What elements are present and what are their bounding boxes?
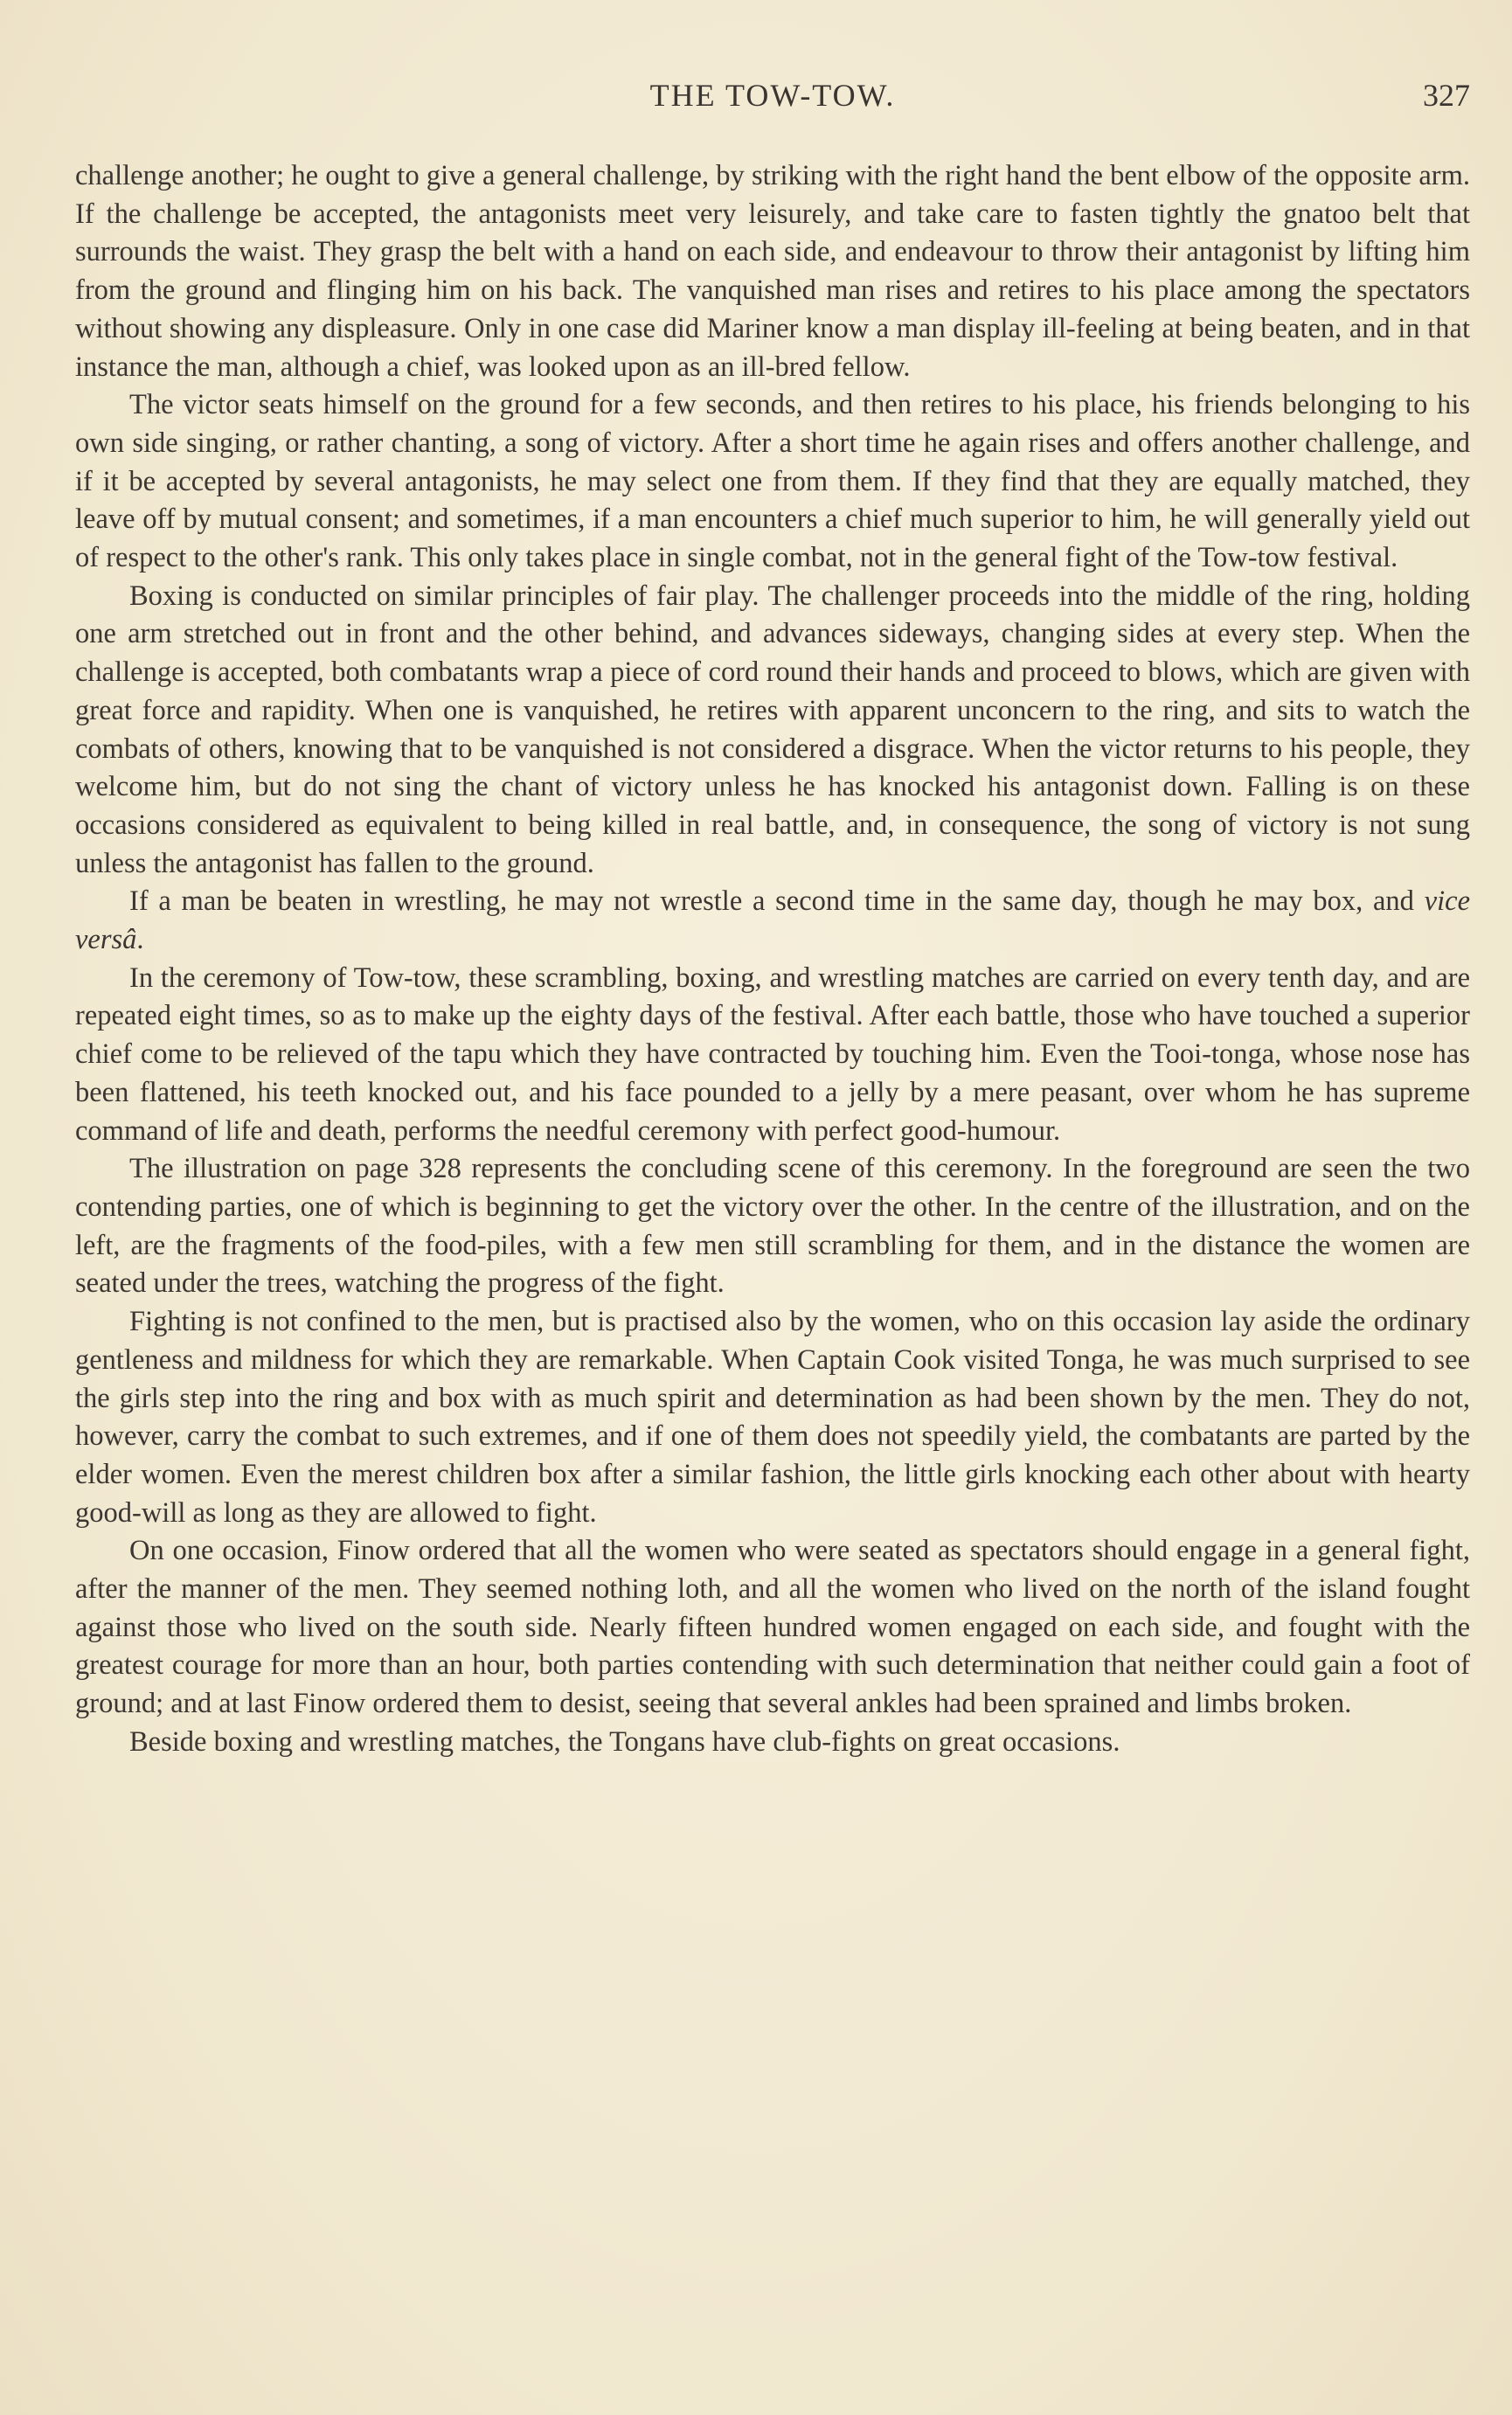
paragraph-4 <box>75 883 1470 959</box>
paragraph-6: The illustration on page 328 represents the concluding scene of this ceremony. In the foreground are seen the two contending parties, one of which is beginning to get the victory over the other. In the centre of the illustration, and on the left, are the fragments of the food-piles, with a few men still scrambling for them, and in the distance the women are seated under the trees, watching the progress of the fight. <box>75 1153 1470 1300</box>
paragraph-2: The victor seats himself on the ground for a few seconds, and then retires to his place, his friends belonging to his own side singing, or rather chanting, a song of victory. After a short time he again rises and offers another challenge, and if it be accepted by several antagonists, he may select one from them. If they find that they are equally matched, they leave off by mutual consent; and sometimes, if a man encounters a chief much superior to him, he will generally yield out of respect to the other's rank. This only takes place in single combat, not in the general fight of the Tow-tow festival. <box>75 389 1470 574</box>
page-number: 327 <box>1423 78 1470 113</box>
running-title: THE TOW-TOW. <box>649 78 896 113</box>
paragraph-4-end: . <box>136 924 144 956</box>
paragraph-3: Boxing is conducted on similar principles of fair play. The challenger proceeds into the middle of the ring, holding one arm stretched out in front and the other behind, and advances sideways, changing sides at every step. When the challenge is accepted, both combatants wrap a piece of cord round their hands and proceed to blows, which are given with great force and rapidity. When one is vanquished, he retires with apparent unconcern to the ring, and sits to watch the combats of others, knowing that to be vanquished is not considered a disgrace. When the victor returns to his people, they welcome him, but do not sing the chant of victory unless he has knocked his antagonist down. Falling is on these occasions considered as equivalent to being killed in real battle, and, in consequence, the song of victory is not sung unless the antagonist has fallen to the ground. <box>75 579 1470 879</box>
paragraph-5: In the ceremony of Tow-tow, these scrambling, boxing, and wrestling matches are carried on every tenth day, and are repeated eight times, so as to make up the eighty days of the festival. After each battle, those who have touched a superior chief come to be relieved of the tapu which they have contracted by touching him. Even the Tooi-tonga, whose nose has been flattened, his teeth knocked out, and his face pounded to a jelly by a mere peasant, over whom he has supreme command of life and death, performs the needful ceremony with perfect good-humour. <box>75 961 1470 1147</box>
paragraph-4-text: If a man be beaten in wrestling, he may not wrestle a second time in the same day, though he may box, and <box>129 885 1414 918</box>
paragraph-7: Fighting is not confined to the men, but is practised also by the women, who on this occasion lay aside the ordinary gentleness and mildness for which they are remarkable. When Captain Cook visited Tonga, he was much surprised to see the girls step into the ring and box with as much spirit and determination as had been shown by the men. They do not, however, carry the combat to such extremes, and if one of them does not speedily yield, the combatants are parted by the elder women. Even the merest children box after a similar fashion, the little girls knocking each other about with hearty good-will as long as they are allowed to fight. <box>75 1306 1470 1529</box>
running-head <box>75 77 1470 121</box>
body-text <box>75 157 1470 1762</box>
italic-phrase: vice versâ <box>75 885 1470 956</box>
paragraph-1: challenge another; he ought to give a general challenge, by striking with the right hand the bent elbow of the opposite arm. If the challenge be accepted, the antagonists meet very leisurely, and take care to fasten tightly the gnatoo belt that surrounds the waist. They grasp the belt with a hand on each side, and endeavour to throw their antagonist by lifting him from the ground and flinging him on his back. The vanquished man rises and retires to his place among the spectators without showing any displeasure. Only in one case did Mariner know a man display ill-feeling at being beaten, and in that instance the man, although a chief, was looked upon as an ill-bred fellow. <box>75 160 1470 383</box>
paragraph-9: Beside boxing and wrestling matches, the Tongans have club-fights on great occasions. <box>129 1725 1120 1758</box>
paragraph-8: On one occasion, Finow ordered that all the women who were seated as spectators should engage in a general fight, after the manner of the men. They seemed nothing loth, and all the women who lived on the north of the island fought against those who lived on the south side. Nearly fifteen hundred women engaged on each side, and fought with the greatest courage for more than an hour, both parties contending with such determination that neither could gain a foot of ground; and at last Finow ordered them to desist, seeing that several ankles had been sprained and limbs broken. <box>75 1535 1470 1720</box>
